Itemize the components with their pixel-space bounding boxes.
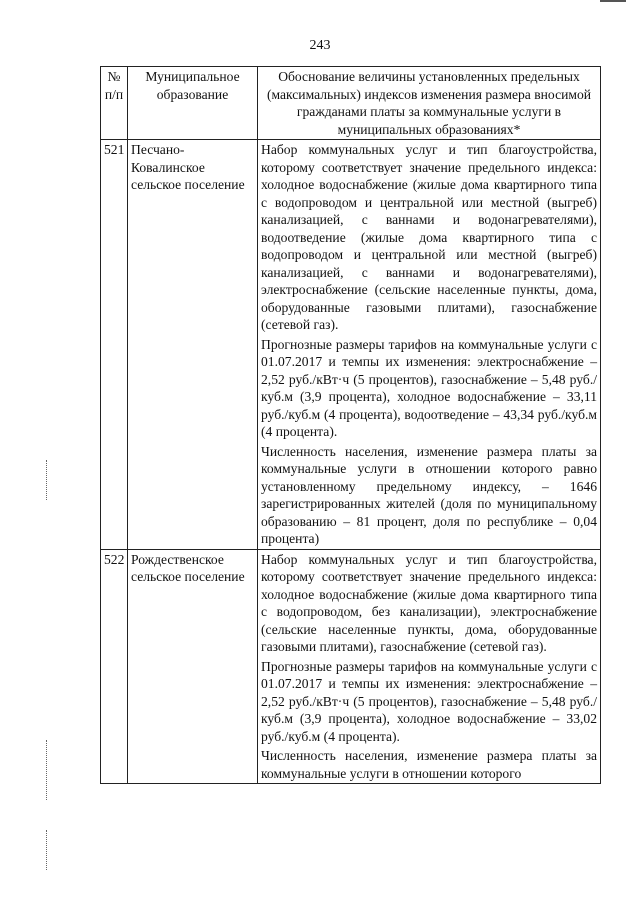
row-justification (258, 140, 601, 550)
header-municipality: Муниципальное образование (128, 67, 258, 140)
table-header-row (101, 67, 601, 140)
row-municipality: Песчано-Ковалинское сельское поселение (128, 140, 258, 550)
paragraph-services: Набор коммунальных услуг и тип благоустройства, которому соответствует значение предельного индекса: холодное водоснабжение (жилые дома квартирного типа с водопроводом и центральной или местной (выгреб) канализацией, с ваннами и водонагревателями), водоотведение (жилые дома квартирного типа с водопроводом и центральной или местной (выгреб) канализацией, с ваннами и водонагревателями), электроснабжение (сельские населенные пункты, дома, оборудованные газовыми плитами), газоснабжение (сетевой газ). (261, 142, 597, 332)
paragraph-population: Численность населения, изменение размера платы за коммунальные услуги в отношении которого равно установленному предельному индексу, – 1646 зарегистрированных жителей (доля по муниципальному образованию – 81 процент, доля по республике – 0,04 процента) (261, 443, 597, 546)
row-number: 522 (101, 549, 128, 784)
paragraph-services: Набор коммунальных услуг и тип благоустройства, которому соответствует значение предельного индекса: холодное водоснабжение (жилые дома квартирного типа с водопроводом, без канализации), электроснабжение (сельские населенные пункты, дома, оборудованные газовыми плитами), газоснабжение (сетевой газ). (261, 551, 597, 654)
scan-margin-mark (46, 460, 48, 500)
paragraph-population: Численность населения, изменение размера платы за коммунальные услуги в отношении которого (261, 748, 597, 781)
scan-margin-mark (46, 830, 48, 870)
scan-corner-mark (600, 0, 626, 5)
page-number: 243 (309, 38, 331, 53)
row-municipality: Рождественское сельское поселение (128, 549, 258, 784)
table-row (101, 140, 601, 550)
scan-margin-mark (46, 740, 48, 800)
table-row (101, 549, 601, 784)
paragraph-tariffs: Прогнозные размеры тарифов на коммунальные услуги с 01.07.2017 и темпы их изменения: электроснабжение – 2,52 руб./кВт·ч (5 процентов), газоснабжение – 5,48 руб./куб.м (3,9 процента), холодное водоснабжение – 33,11 руб./куб.м (4 процента), водоотведение – 43,34 руб./куб.м (4 процента). (261, 336, 597, 439)
row-number: 521 (101, 140, 128, 550)
header-num: № п/п (101, 67, 128, 140)
tariff-index-table (100, 66, 601, 784)
header-justification: Обоснование величины установленных предельных (максимальных) индексов изменения размера вносимой гражданами платы за коммунальные услуги в муниципальных образованиях* (258, 67, 601, 140)
row-justification (258, 549, 601, 784)
paragraph-tariffs: Прогнозные размеры тарифов на коммунальные услуги с 01.07.2017 и темпы их изменения: электроснабжение – 2,52 руб./кВт·ч (5 процентов), газоснабжение – 5,48 руб./куб.м (3,9 процента), холодное водоснабжение – 33,02 руб./куб.м (4 процента). (261, 658, 597, 744)
